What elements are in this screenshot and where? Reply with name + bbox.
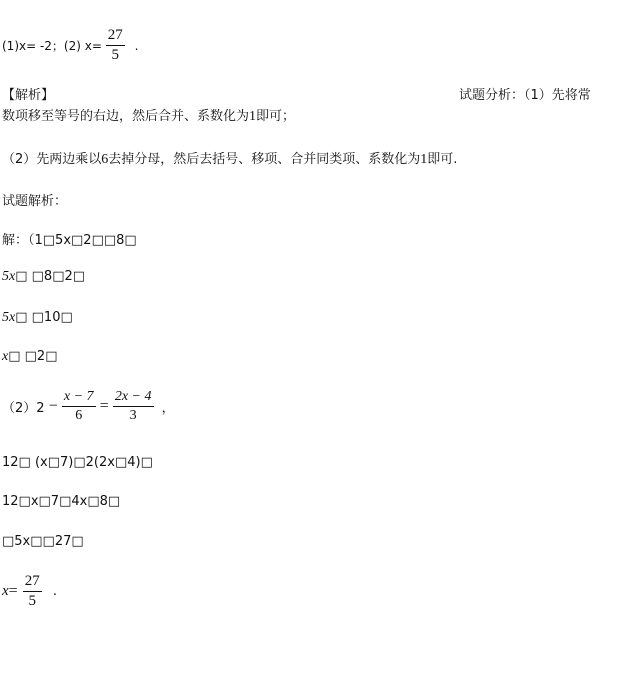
solution-step-3-var: 5x [2,310,16,325]
final-answer [2,574,57,614]
equation-2-equals: = [99,397,109,415]
analysis-line-2-text-a: （2）先两边乘以 [2,152,102,167]
solution-step-1: 解：（1□5x□2□□8□ [2,233,137,248]
answer-denominator: 5 [111,47,119,63]
equation-2-fraction-left-numerator: x − 7 [62,390,96,407]
answer-fraction [106,28,125,63]
answer-numerator: 27 [106,28,125,46]
solution-step-2-rest: □ □8□2□ [15,269,86,284]
solution-step-4-rest: □ □2□ [8,349,58,364]
answer-line [2,28,138,64]
analysis-line-1-one: 1 [249,109,257,124]
solution-step-3-rest: □ □10□ [15,310,73,325]
equation-2-fraction-left [62,390,96,423]
solution-step-2 [2,269,85,285]
solution-step-5: 12□ (x□7)□2(2x□4)□ [2,455,153,470]
equation-2-comma: ， [161,401,175,416]
answer-end: . [134,38,139,53]
equation-2-fraction-left-denominator: 6 [75,408,83,423]
analysis-intro: 试题分析：（1）先将常 [459,88,591,103]
analysis-line-2-one: 1 [420,152,428,167]
equation-2-fraction-right [113,390,154,423]
equation-2-fraction-right-numerator: 2x − 4 [113,390,154,407]
solution-step-4-var: x [2,349,9,364]
answer-text: (1)x= -2；(2) x= [2,39,102,53]
final-answer-numerator: 27 [23,574,42,592]
analysis-line-2-text-b: 去掉分母，然后去括号、移项、合并同类项、系数化为 [108,152,421,167]
analysis-line-1-text-a: 数项移至等号的右边，然后合并、系数化为 [2,109,250,124]
final-answer-end: . [52,584,58,599]
final-answer-var: x [2,583,9,599]
analysis-line-2-text-c: 即可. [427,152,458,167]
solution-step-6: 12□x□7□4x□8□ [2,494,121,509]
analysis-line-1 [2,105,295,125]
analysis-heading: 【解析】 [2,88,55,103]
analysis-line-2 [2,148,457,168]
analysis-line-1-text-b: 即可； [256,109,296,124]
equation-2-label: （2）2 [2,401,45,416]
final-answer-equals: = [8,582,18,600]
final-answer-denominator: 5 [28,593,37,609]
solution-step-2-var: 5x [2,269,16,284]
solution-step-3 [2,310,73,326]
equation-2-fraction-right-denominator: 3 [129,408,137,423]
solution-step-7: □5x□□27□ [2,534,84,549]
analysis-line-2-six: 6 [101,152,109,167]
equation-2-minus: − [48,397,58,415]
solution-step-4 [2,349,57,365]
solution-heading: 试题解析： [2,194,68,209]
final-answer-fraction [23,574,42,609]
equation-2 [2,390,175,430]
